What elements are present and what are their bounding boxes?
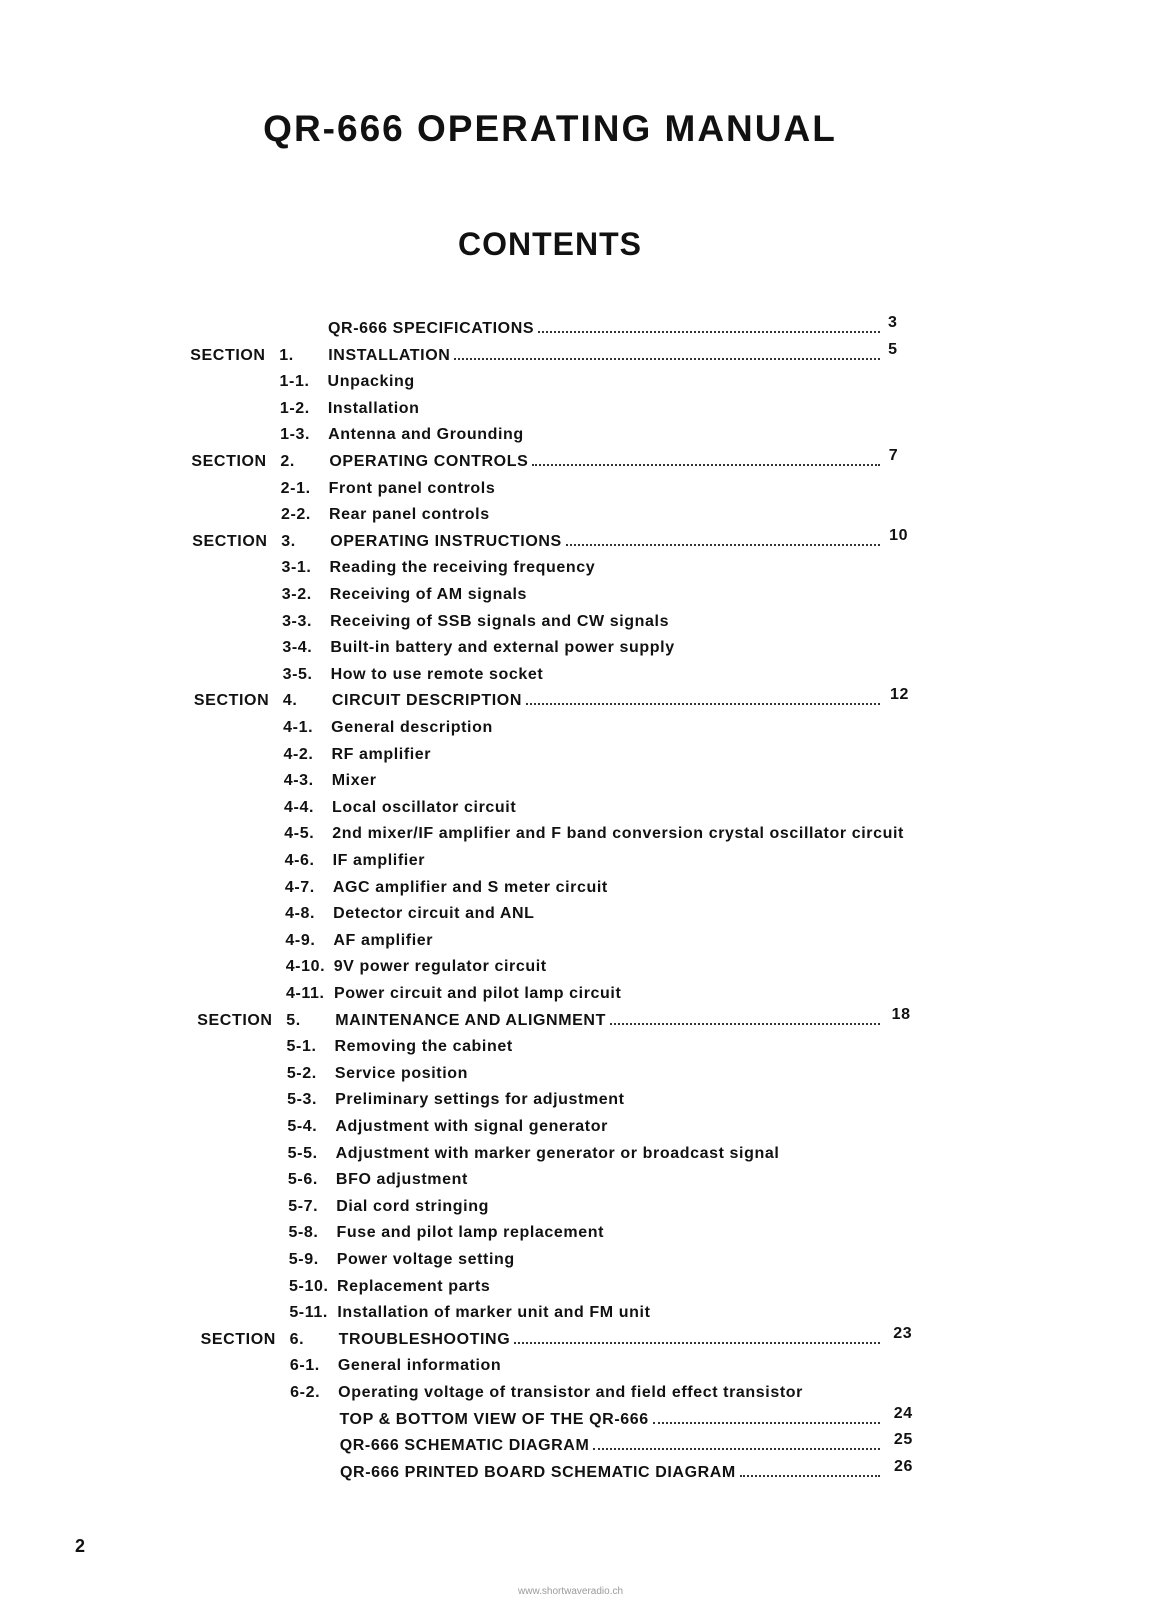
toc-subsection-title: How to use remote socket [330, 665, 544, 683]
toc-subsection-title: Power voltage setting [336, 1251, 515, 1268]
toc-subsection-title: IF amplifier [332, 852, 426, 869]
toc-title-leader [330, 531, 880, 553]
toc-subentry [0, 1222, 1162, 1244]
toc-subsection-title: Front panel controls [328, 479, 496, 497]
toc-subsection-title: Adjustment with signal generator [335, 1118, 608, 1135]
toc-subsection-number: 5-5. [287, 1144, 318, 1162]
toc-subsection-number: 3-3. [282, 612, 313, 630]
toc-subentry [0, 1143, 1162, 1165]
footer-watermark: www.shortwaveradio.ch [518, 1586, 624, 1597]
toc-subsection-number: 3-5. [282, 665, 313, 683]
toc-subentry [0, 877, 1162, 899]
toc-subsection-title: 2nd mixer/IF amplifier and F band conversion crystal oscillator circuit [332, 825, 904, 843]
dot-leader [566, 544, 880, 546]
toc-title-leader [328, 345, 880, 367]
toc-subsection-title: Rear panel controls [328, 506, 490, 524]
toc-subentry [0, 797, 1162, 819]
toc-page-number: 3 [888, 314, 898, 331]
toc-subsection-title: 9V power regulator circuit [333, 958, 547, 976]
toc-title: CIRCUIT DESCRIPTION [331, 692, 522, 710]
toc-subsection-number: 5-7. [288, 1197, 319, 1215]
toc-page-number: 25 [893, 1431, 913, 1449]
toc-subentry [0, 850, 1162, 872]
toc-title: OPERATING CONTROLS [329, 453, 529, 470]
toc-page-number: 24 [893, 1404, 913, 1422]
toc-subsection-title: Local oscillator circuit [332, 798, 517, 816]
toc-entry [0, 447, 1162, 473]
dot-leader [740, 1475, 880, 1477]
toc-subsection-number: 3-4. [282, 639, 313, 657]
toc-subentry [0, 478, 1162, 500]
dot-leader [538, 331, 880, 333]
toc-section-number: 2. [280, 453, 295, 470]
toc-subsection-number: 4-11. [285, 985, 325, 1002]
toc-subsection-number: 4-8. [285, 905, 316, 923]
toc-subentry [0, 1063, 1162, 1085]
toc-title: QR-666 SCHEMATIC DIAGRAM [339, 1437, 590, 1455]
toc-subsection-number: 5-10. [289, 1277, 329, 1295]
toc-subsection-title: AF amplifier [333, 931, 434, 949]
toc-subsection-title: AGC amplifier and S meter circuit [332, 878, 608, 896]
toc-subsection-number: 4-9. [285, 931, 316, 949]
toc-subentry [0, 956, 1162, 978]
toc-subentry [0, 1116, 1162, 1138]
toc-section-number: 5. [286, 1011, 301, 1029]
toc-title: QR-666 SPECIFICATIONS [328, 320, 535, 337]
toc-entry [0, 340, 1162, 367]
toc-section-number: 3. [281, 532, 296, 550]
toc-section-number: 6. [289, 1330, 305, 1348]
toc-entry [0, 1431, 1162, 1457]
toc-entry [0, 1404, 1162, 1431]
toc-page-number: 26 [894, 1457, 913, 1475]
contents-heading: CONTENTS [458, 226, 642, 262]
page-number: 2 [75, 1536, 86, 1556]
toc-subsection-title: Mixer [331, 772, 377, 790]
toc-subsection-number: 6-1. [289, 1357, 320, 1375]
toc-section-number: 1. [279, 346, 294, 364]
toc-subentry [0, 1355, 1162, 1377]
toc-section-label: SECTION [200, 1330, 276, 1348]
toc-subsection-number: 4-10. [285, 958, 326, 976]
toc-subentry [0, 637, 1162, 659]
manual-title: QR-666 OPERATING MANUAL [263, 108, 837, 149]
toc-section-label: SECTION [197, 1011, 273, 1029]
toc-subsection-title: Receiving of SSB signals and CW signals [330, 612, 670, 630]
toc-title: INSTALLATION [328, 346, 451, 364]
toc-subentry [0, 1196, 1162, 1218]
toc-entry [0, 1005, 1162, 1032]
dot-leader [653, 1422, 880, 1424]
toc-subentry [0, 398, 1162, 420]
toc-subsection-title: BFO adjustment [335, 1171, 468, 1189]
toc-subsection-title: Installation [327, 399, 420, 417]
toc-subsection-title: Detector circuit and ANL [333, 905, 535, 923]
toc-title-leader [332, 690, 880, 712]
toc-subsection-number: 5-3. [287, 1091, 318, 1109]
toc-section-label: SECTION [191, 453, 267, 470]
toc-subentry [0, 1302, 1162, 1324]
dot-leader [526, 703, 880, 705]
toc-subsection-number: 4-7. [284, 878, 315, 896]
toc-page-number: 5 [888, 340, 898, 358]
toc-subentry [0, 983, 1162, 1005]
toc-title-leader [339, 1409, 880, 1431]
toc-section-label: SECTION [193, 692, 270, 710]
toc-subentry [0, 903, 1162, 925]
toc-section-label: SECTION [190, 346, 266, 364]
toc-section-number: 4. [282, 692, 298, 710]
toc-subsection-number: 5-4. [287, 1118, 318, 1135]
toc-title: OPERATING INSTRUCTIONS [330, 532, 562, 550]
toc-subsection-title: Preliminary settings for adjustment [335, 1091, 625, 1109]
toc-subsection-number: 3-2. [281, 586, 312, 603]
toc-subsection-number: 4-3. [283, 772, 314, 790]
toc-page-number: 18 [891, 1005, 911, 1023]
dot-leader [593, 1448, 880, 1450]
toc-subsection-number: 1-3. [280, 426, 311, 444]
toc-subentry [0, 504, 1162, 526]
toc-subsection-title: Dial cord stringing [336, 1197, 489, 1215]
toc-subsection-title: Service position [334, 1064, 469, 1082]
dot-leader [610, 1023, 880, 1025]
toc-page-number: 23 [893, 1324, 913, 1342]
toc-subentry [0, 1249, 1162, 1271]
toc-subsection-title: Unpacking [327, 373, 415, 391]
toc-subsection-title: General information [337, 1357, 502, 1375]
toc-entry [0, 686, 1162, 712]
toc-subentry [0, 823, 1162, 845]
toc-title-leader [328, 318, 880, 340]
toc-subsection-title: Built-in battery and external power supply [330, 639, 675, 657]
toc-subsection-number: 5-11. [289, 1304, 328, 1322]
toc-subsection-number: 4-6. [284, 852, 315, 869]
toc-entry [0, 314, 1162, 340]
toc-subsection-number: 3-1. [281, 559, 312, 577]
toc-subsection-title: Operating voltage of transistor and field effect transistor [338, 1384, 803, 1401]
toc-subsection-number: 2-2. [280, 506, 311, 524]
toc-subentry [0, 930, 1162, 952]
toc-page-number: 12 [889, 686, 909, 704]
toc-title: TOP & BOTTOM VIEW OF THE QR-666 [339, 1410, 649, 1428]
toc-subsection-number: 6-2. [290, 1384, 321, 1401]
toc-title: QR-666 PRINTED BOARD SCHEMATIC DIAGRAM [340, 1463, 736, 1481]
toc-subentry [0, 717, 1162, 739]
toc-subsection-number: 1-1. [279, 373, 310, 391]
toc-subentry [0, 1036, 1162, 1058]
toc-subentry [0, 557, 1162, 579]
toc-subentry [0, 744, 1162, 766]
toc-subsection-number: 5-6. [287, 1171, 318, 1189]
toc-subentry [0, 664, 1162, 686]
toc-subsection-number: 5-1. [286, 1038, 317, 1056]
toc-section-label: SECTION [192, 532, 268, 550]
toc-subentry [0, 1089, 1162, 1111]
toc-subsection-number: 4-5. [284, 825, 315, 843]
dot-leader [514, 1342, 880, 1344]
toc-subsection-number: 5-2. [286, 1064, 317, 1082]
toc-subentry [0, 1382, 1162, 1404]
toc-subsection-title: Power circuit and pilot lamp circuit [333, 985, 622, 1002]
toc-subsection-title: Reading the receiving frequency [329, 559, 596, 577]
toc-subsection-number: 4-1. [283, 719, 314, 736]
toc-entry [0, 526, 1162, 553]
toc-subsection-title: Receiving of AM signals [329, 586, 528, 603]
toc-subsection-number: 5-8. [288, 1224, 319, 1242]
toc-title-leader [335, 1010, 880, 1032]
toc-subentry [0, 611, 1162, 633]
toc-subentry [0, 371, 1162, 393]
toc-subsection-title: Removing the cabinet [334, 1038, 513, 1056]
toc-title: MAINTENANCE AND ALIGNMENT [335, 1011, 606, 1029]
toc-entry [0, 1457, 1162, 1484]
dot-leader [532, 464, 880, 466]
toc-subsection-title: Fuse and pilot lamp replacement [336, 1224, 605, 1242]
toc-page-number: 10 [889, 526, 909, 544]
toc-title-leader [329, 451, 880, 473]
dot-leader [454, 358, 880, 360]
toc-subsection-number: 5-9. [288, 1251, 319, 1268]
toc-subentry [0, 584, 1162, 606]
toc-subsection-number: 2-1. [280, 479, 311, 497]
toc-title: TROUBLESHOOTING [338, 1330, 511, 1348]
toc-page-number: 7 [888, 447, 899, 464]
toc-subsection-title: Adjustment with marker generator or broadcast signal [335, 1144, 780, 1162]
toc-subsection-title: RF amplifier [331, 745, 432, 763]
toc-subentry [0, 1276, 1162, 1298]
toc-subsection-title: Installation of marker unit and FM unit [337, 1304, 651, 1322]
toc-title-leader [340, 1435, 880, 1457]
toc-subsection-number: 4-4. [284, 798, 314, 816]
toc-subsection-number: 1-2. [279, 399, 310, 417]
toc-subentry [0, 424, 1162, 446]
toc-subsection-number: 4-2. [283, 745, 314, 763]
toc-title-leader [339, 1329, 880, 1351]
toc-entry [0, 1324, 1162, 1351]
toc-title-leader [340, 1462, 880, 1484]
toc-subentry [0, 770, 1162, 792]
toc-subentry [0, 1169, 1162, 1191]
toc-subsection-title: Replacement parts [337, 1277, 491, 1295]
toc-subsection-title: General description [331, 719, 493, 736]
toc-subsection-title: Antenna and Grounding [328, 426, 524, 444]
